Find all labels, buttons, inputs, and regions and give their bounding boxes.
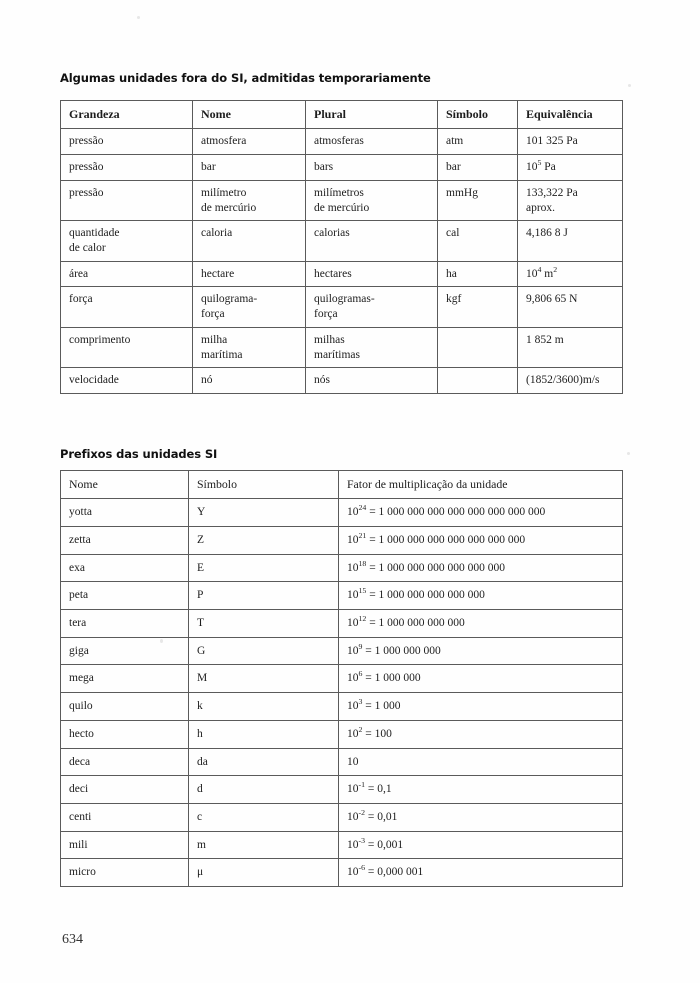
cell-prefix-simbolo: da: [189, 748, 339, 776]
cell-prefix-fator: $10^{-6} = 0,000$ 001: [339, 859, 623, 887]
units-col-header-0: Grandeza: [61, 101, 193, 129]
cell-prefix-simbolo: G: [189, 637, 339, 665]
cell-simbolo: ha: [438, 261, 518, 287]
table-row: [61, 693, 623, 721]
cell-nome: nó: [193, 368, 306, 394]
table-row: [61, 748, 623, 776]
cell-grandeza: comprimento: [61, 327, 193, 367]
cell-equivalencia: 101 325 Pa: [518, 129, 623, 155]
table-row: [61, 287, 623, 327]
units-col-header-1: Nome: [193, 101, 306, 129]
cell-plural: quilogramas- força: [306, 287, 438, 327]
cell-prefix-simbolo: P: [189, 582, 339, 610]
cell-equivalencia: $10^5$ Pa: [518, 155, 623, 181]
cell-prefix-simbolo: T: [189, 609, 339, 637]
units-section-heading: Algumas unidades fora do SI, admitidas temporariamente: [60, 70, 431, 85]
cell-prefix-fator: $10^3 = 1$ 000: [339, 693, 623, 721]
cell-prefix-simbolo: Y: [189, 499, 339, 527]
cell-equivalencia: 9,806 65 N: [518, 287, 623, 327]
cell-prefix-nome: deca: [61, 748, 189, 776]
cell-nome: milímetro de mercúrio: [193, 180, 306, 220]
cell-prefix-nome: zetta: [61, 526, 189, 554]
cell-equivalencia: 4,186 8 J: [518, 221, 623, 261]
cell-simbolo: [438, 368, 518, 394]
table-row: [61, 155, 623, 181]
cell-prefix-nome: giga: [61, 637, 189, 665]
table-header-row: [61, 101, 623, 129]
units-col-header-4: Equivalência: [518, 101, 623, 129]
cell-prefix-nome: yotta: [61, 499, 189, 527]
units-col-header-3: Símbolo: [438, 101, 518, 129]
cell-prefix-nome: deci: [61, 776, 189, 804]
cell-prefix-fator: $10^{24} = 1$ 000 000 000 000 000 000 000 000: [339, 499, 623, 527]
table-row: [61, 129, 623, 155]
cell-plural: hectares: [306, 261, 438, 287]
prefixes-col-header-1: Símbolo: [189, 471, 339, 499]
cell-nome: atmosfera: [193, 129, 306, 155]
cell-prefix-fator: $10^6 = 1$ 000 000: [339, 665, 623, 693]
units-table-body: [61, 101, 623, 394]
units-table: [60, 100, 623, 394]
cell-nome: quilograma- força: [193, 287, 306, 327]
cell-prefix-nome: peta: [61, 582, 189, 610]
cell-prefix-fator: $10^{-3} = 0,001$: [339, 831, 623, 859]
cell-prefix-fator: $10^{-1} = 0,1$: [339, 776, 623, 804]
cell-prefix-simbolo: M: [189, 665, 339, 693]
cell-prefix-nome: micro: [61, 859, 189, 887]
cell-equivalencia: $10^4$ $m^2$: [518, 261, 623, 287]
cell-prefix-fator: $10^{-2} = 0,01$: [339, 804, 623, 832]
table-row: [61, 609, 623, 637]
cell-plural: atmosferas: [306, 129, 438, 155]
cell-prefix-simbolo: h: [189, 720, 339, 748]
cell-simbolo: mmHg: [438, 180, 518, 220]
cell-prefix-fator: $10^{15} = 1$ 000 000 000 000 000: [339, 582, 623, 610]
cell-grandeza: pressão: [61, 155, 193, 181]
page-number: 634: [62, 932, 83, 947]
cell-prefix-nome: hecto: [61, 720, 189, 748]
cell-prefix-simbolo: m: [189, 831, 339, 859]
cell-prefix-fator: 10: [339, 748, 623, 776]
cell-plural: milhas marítimas: [306, 327, 438, 367]
prefixes-table: [60, 470, 623, 887]
table-row: [61, 859, 623, 887]
table-header-row: [61, 471, 623, 499]
cell-prefix-simbolo: E: [189, 554, 339, 582]
cell-prefix-nome: tera: [61, 609, 189, 637]
cell-simbolo: [438, 327, 518, 367]
cell-grandeza: velocidade: [61, 368, 193, 394]
units-col-header-2: Plural: [306, 101, 438, 129]
table-row: [61, 180, 623, 220]
scan-speck: [137, 16, 140, 19]
cell-simbolo: kgf: [438, 287, 518, 327]
scan-speck: [628, 84, 631, 87]
cell-prefix-simbolo: Z: [189, 526, 339, 554]
cell-prefix-fator: $10^{21} = 1$ 000 000 000 000 000 000 000: [339, 526, 623, 554]
cell-simbolo: cal: [438, 221, 518, 261]
table-row: [61, 720, 623, 748]
scan-speck: [627, 452, 630, 455]
table-row: [61, 221, 623, 261]
prefixes-table-body: [61, 471, 623, 887]
cell-plural: calorias: [306, 221, 438, 261]
table-row: [61, 327, 623, 367]
cell-plural: bars: [306, 155, 438, 181]
prefixes-section-heading: Prefixos das unidades SI: [60, 446, 218, 461]
table-row: [61, 637, 623, 665]
table-row: [61, 831, 623, 859]
cell-prefix-nome: quilo: [61, 693, 189, 721]
cell-nome: milha marítima: [193, 327, 306, 367]
cell-plural: milímetros de mercúrio: [306, 180, 438, 220]
prefixes-col-header-0: Nome: [61, 471, 189, 499]
cell-prefix-nome: centi: [61, 804, 189, 832]
cell-nome: caloria: [193, 221, 306, 261]
prefixes-col-header-2: Fator de multiplicação da unidade: [339, 471, 623, 499]
cell-grandeza: pressão: [61, 129, 193, 155]
cell-prefix-fator: $10^9 = 1$ 000 000 000: [339, 637, 623, 665]
cell-nome: hectare: [193, 261, 306, 287]
table-row: [61, 804, 623, 832]
cell-equivalencia: 1 852 m: [518, 327, 623, 367]
cell-prefix-fator: $10^2 = 100$: [339, 720, 623, 748]
table-row: [61, 499, 623, 527]
cell-equivalencia: (1852/3600)m/s: [518, 368, 623, 394]
cell-grandeza: quantidade de calor: [61, 221, 193, 261]
cell-prefix-fator: $10^{18} = 1$ 000 000 000 000 000 000: [339, 554, 623, 582]
cell-plural: nós: [306, 368, 438, 394]
cell-prefix-simbolo: μ: [189, 859, 339, 887]
cell-grandeza: área: [61, 261, 193, 287]
table-row: [61, 368, 623, 394]
table-row: [61, 261, 623, 287]
table-row: [61, 554, 623, 582]
cell-simbolo: atm: [438, 129, 518, 155]
cell-prefix-simbolo: k: [189, 693, 339, 721]
cell-simbolo: bar: [438, 155, 518, 181]
cell-prefix-simbolo: c: [189, 804, 339, 832]
cell-equivalencia: 133,322 Pa aprox.: [518, 180, 623, 220]
cell-prefix-fator: $10^{12} = 1$ 000 000 000 000: [339, 609, 623, 637]
table-row: [61, 526, 623, 554]
cell-prefix-nome: exa: [61, 554, 189, 582]
table-row: [61, 665, 623, 693]
cell-grandeza: pressão: [61, 180, 193, 220]
cell-nome: bar: [193, 155, 306, 181]
cell-prefix-nome: mili: [61, 831, 189, 859]
cell-prefix-simbolo: d: [189, 776, 339, 804]
cell-grandeza: força: [61, 287, 193, 327]
cell-prefix-nome: mega: [61, 665, 189, 693]
table-row: [61, 776, 623, 804]
table-row: [61, 582, 623, 610]
